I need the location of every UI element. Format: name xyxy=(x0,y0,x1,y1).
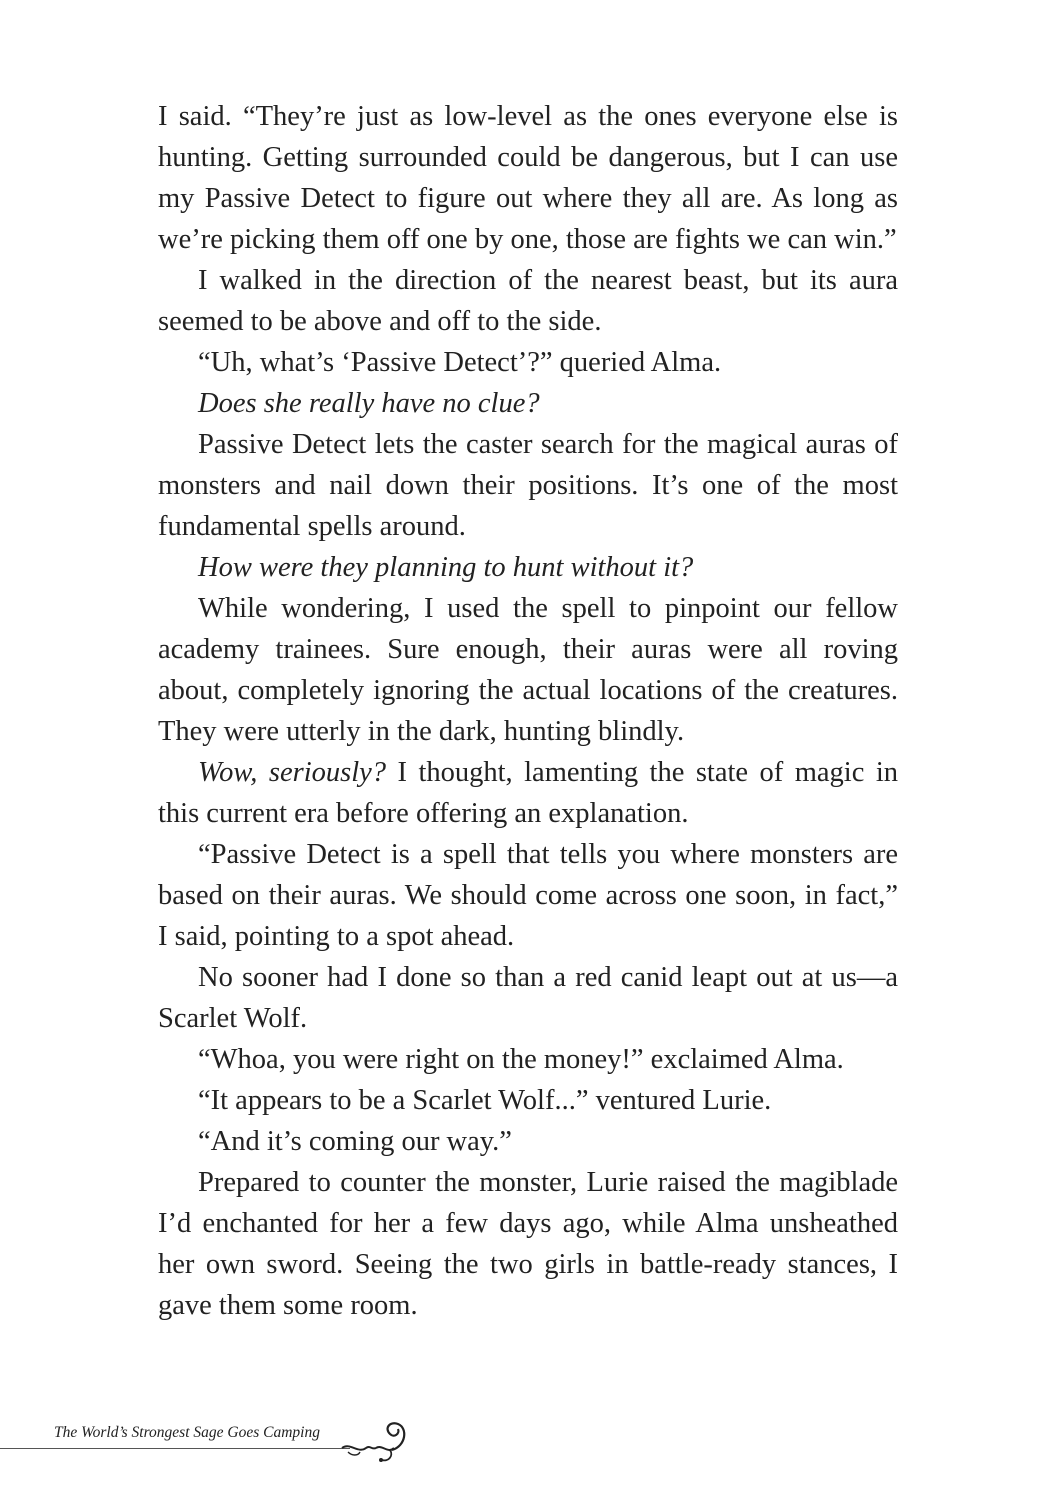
paragraph: “Uh, what’s ‘Passive Detect’?” queried Alma. xyxy=(198,347,722,378)
paragraph: I said. “They’re just as low-level as the ones everyone else is hunting. Getting surrounded could be dangerous, but I can use my Passive Detect to figure out where they all are. As long as we’re picking them off one by one, those are fights we can win.” xyxy=(158,101,898,255)
paragraph-italic-thought: How were they planning to hunt without it? xyxy=(198,552,694,583)
paragraph: Passive Detect lets the caster search for the magical auras of monsters and nail down their positions. It’s one of the most fundamental spells around. xyxy=(158,429,898,542)
paragraph-italic-thought: Does she really have no clue? xyxy=(198,388,540,419)
paragraph: I walked in the direction of the nearest beast, but its aura seemed to be above and off to the side. xyxy=(158,265,898,337)
page-footer xyxy=(0,1412,440,1472)
running-title: The World’s Strongest Sage Goes Camping xyxy=(54,1424,320,1441)
paragraph: Wow, seriously? I thought, lamenting the state of magic in this current era before offering an explanation. xyxy=(158,757,899,829)
paragraph: No sooner had I done so than a red canid leapt out at us—a Scarlet Wolf. xyxy=(158,962,898,1034)
paragraph: “Whoa, you were right on the money!” exclaimed Alma. xyxy=(198,1044,844,1075)
footer-rule xyxy=(0,1448,350,1449)
body-text xyxy=(158,96,898,1326)
paragraph: “It appears to be a Scarlet Wolf...” ventured Lurie. xyxy=(198,1085,772,1116)
paragraph: Prepared to counter the monster, Lurie raised the magiblade I’d enchanted for her a few days ago, while Alma unsheathed her own sword. Seeing the two girls in battle-ready stances, I gave them some room. xyxy=(158,1167,898,1321)
paragraph: “And it’s coming our way.” xyxy=(198,1126,512,1157)
paragraph: “Passive Detect is a spell that tells you where monsters are based on their auras. We should come across one soon, in fact,” I said, pointing to a spot ahead. xyxy=(158,839,898,952)
flourish-ornament-icon xyxy=(336,1414,416,1470)
paragraph: While wondering, I used the spell to pinpoint our fellow academy trainees. Sure enough, their auras were all roving about, completely ignoring the actual locations of the creatures. They were utterly in the dark, hunting blindly. xyxy=(158,593,898,747)
